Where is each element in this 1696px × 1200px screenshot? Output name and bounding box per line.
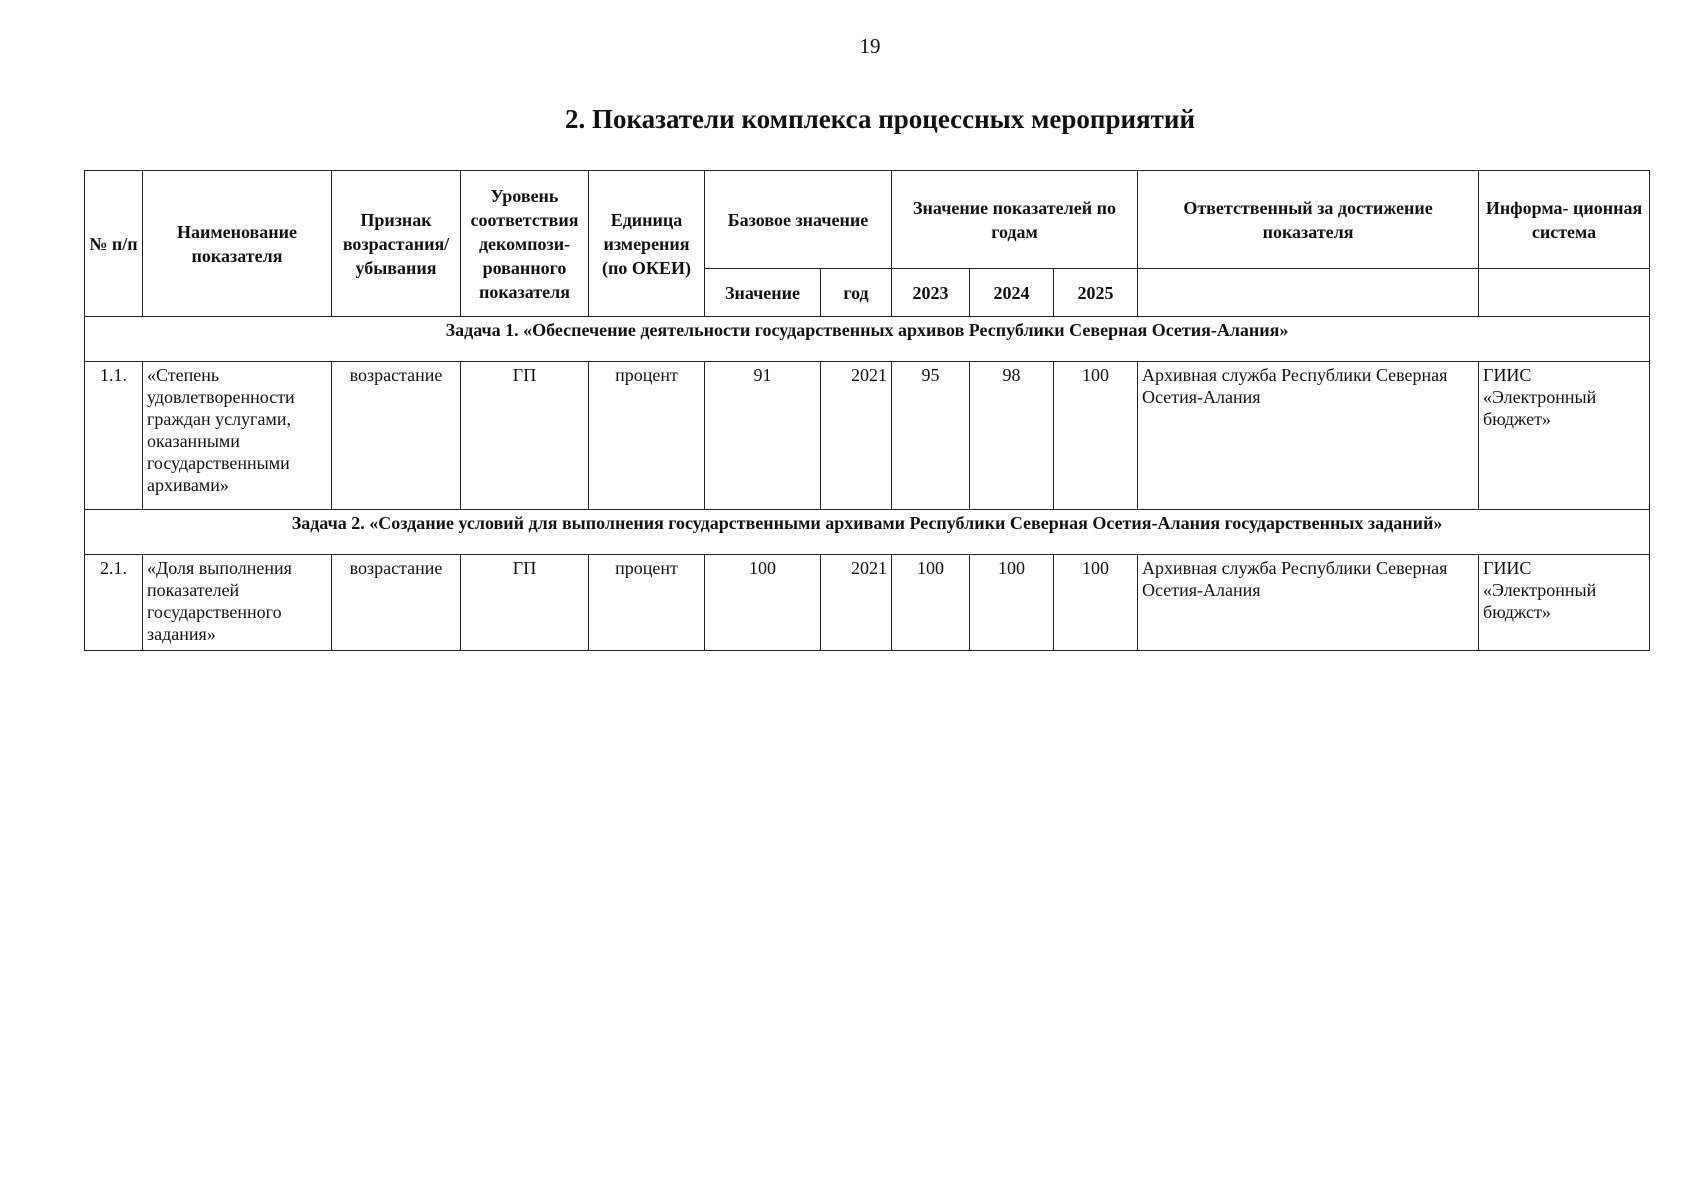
cell-2023: 100 bbox=[892, 555, 970, 651]
cell-2024: 98 bbox=[970, 362, 1054, 510]
indicators-table bbox=[84, 170, 1650, 651]
task-row bbox=[85, 317, 1650, 362]
header-name: Наименование показателя bbox=[143, 171, 332, 317]
header-unit: Единица измерения (по ОКЕИ) bbox=[589, 171, 705, 317]
header-base-value: Значение bbox=[705, 269, 821, 317]
task-row bbox=[85, 510, 1650, 555]
cell-base-year: 2021 bbox=[821, 555, 892, 651]
cell-base-year: 2021 bbox=[821, 362, 892, 510]
header-level: Уровень соответствия декомпози- рованного показателя bbox=[461, 171, 589, 317]
table-row bbox=[85, 555, 1650, 651]
cell-2024: 100 bbox=[970, 555, 1054, 651]
cell-2023: 95 bbox=[892, 362, 970, 510]
task-title: Задача 2. «Создание условий для выполнения государственными архивами Республики Северная Осетия-Алания государственных заданий» bbox=[85, 510, 1650, 555]
cell-unit: процент bbox=[589, 362, 705, 510]
cell-responsible: Архивная служба Республики Северная Осетия-Алания bbox=[1138, 555, 1479, 651]
cell-responsible: Архивная служба Республики Северная Осетия-Алания bbox=[1138, 362, 1479, 510]
task-title: Задача 1. «Обеспечение деятельности государственных архивов Республики Северная Осетия-Алания» bbox=[85, 317, 1650, 362]
header-2023: 2023 bbox=[892, 269, 970, 317]
header-base-year: год bbox=[821, 269, 892, 317]
cell-unit: процент bbox=[589, 555, 705, 651]
cell-sign: возрастание bbox=[332, 362, 461, 510]
page-number: 19 bbox=[859, 34, 881, 58]
header-responsible: Ответственный за достижение показателя bbox=[1138, 171, 1479, 269]
header-values-by-year: Значение показателей по годам bbox=[892, 171, 1138, 269]
header-info-system-empty bbox=[1479, 269, 1650, 317]
cell-2025: 100 bbox=[1054, 362, 1138, 510]
cell-base-value: 100 bbox=[705, 555, 821, 651]
header-responsible-empty bbox=[1138, 269, 1479, 317]
header-2024: 2024 bbox=[970, 269, 1054, 317]
table-row bbox=[85, 362, 1650, 510]
cell-name: «Степень удовлетворенности граждан услугами, оказанными государственными архивами» bbox=[143, 362, 332, 510]
cell-num: 1.1. bbox=[85, 362, 143, 510]
header-row bbox=[85, 171, 1650, 269]
cell-level: ГП bbox=[461, 555, 589, 651]
cell-sign: возрастание bbox=[332, 555, 461, 651]
header-sign: Признак возрастания/ убывания bbox=[332, 171, 461, 317]
header-2025: 2025 bbox=[1054, 269, 1138, 317]
cell-name: «Доля выполнения показателей государственного задания» bbox=[143, 555, 332, 651]
header-num: № п/п bbox=[85, 171, 143, 317]
header-base: Базовое значение bbox=[705, 171, 892, 269]
cell-base-value: 91 bbox=[705, 362, 821, 510]
cell-info-system: ГИИС «Электронный бюджет» bbox=[1479, 362, 1650, 510]
cell-2025: 100 bbox=[1054, 555, 1138, 651]
cell-num: 2.1. bbox=[85, 555, 143, 651]
cell-info-system: ГИИС «Электронный бюджст» bbox=[1479, 555, 1650, 651]
section-title: 2. Показатели комплекса процессных мероприятий bbox=[564, 104, 1196, 134]
cell-level: ГП bbox=[461, 362, 589, 510]
header-info-system: Информа- ционная система bbox=[1479, 171, 1650, 269]
